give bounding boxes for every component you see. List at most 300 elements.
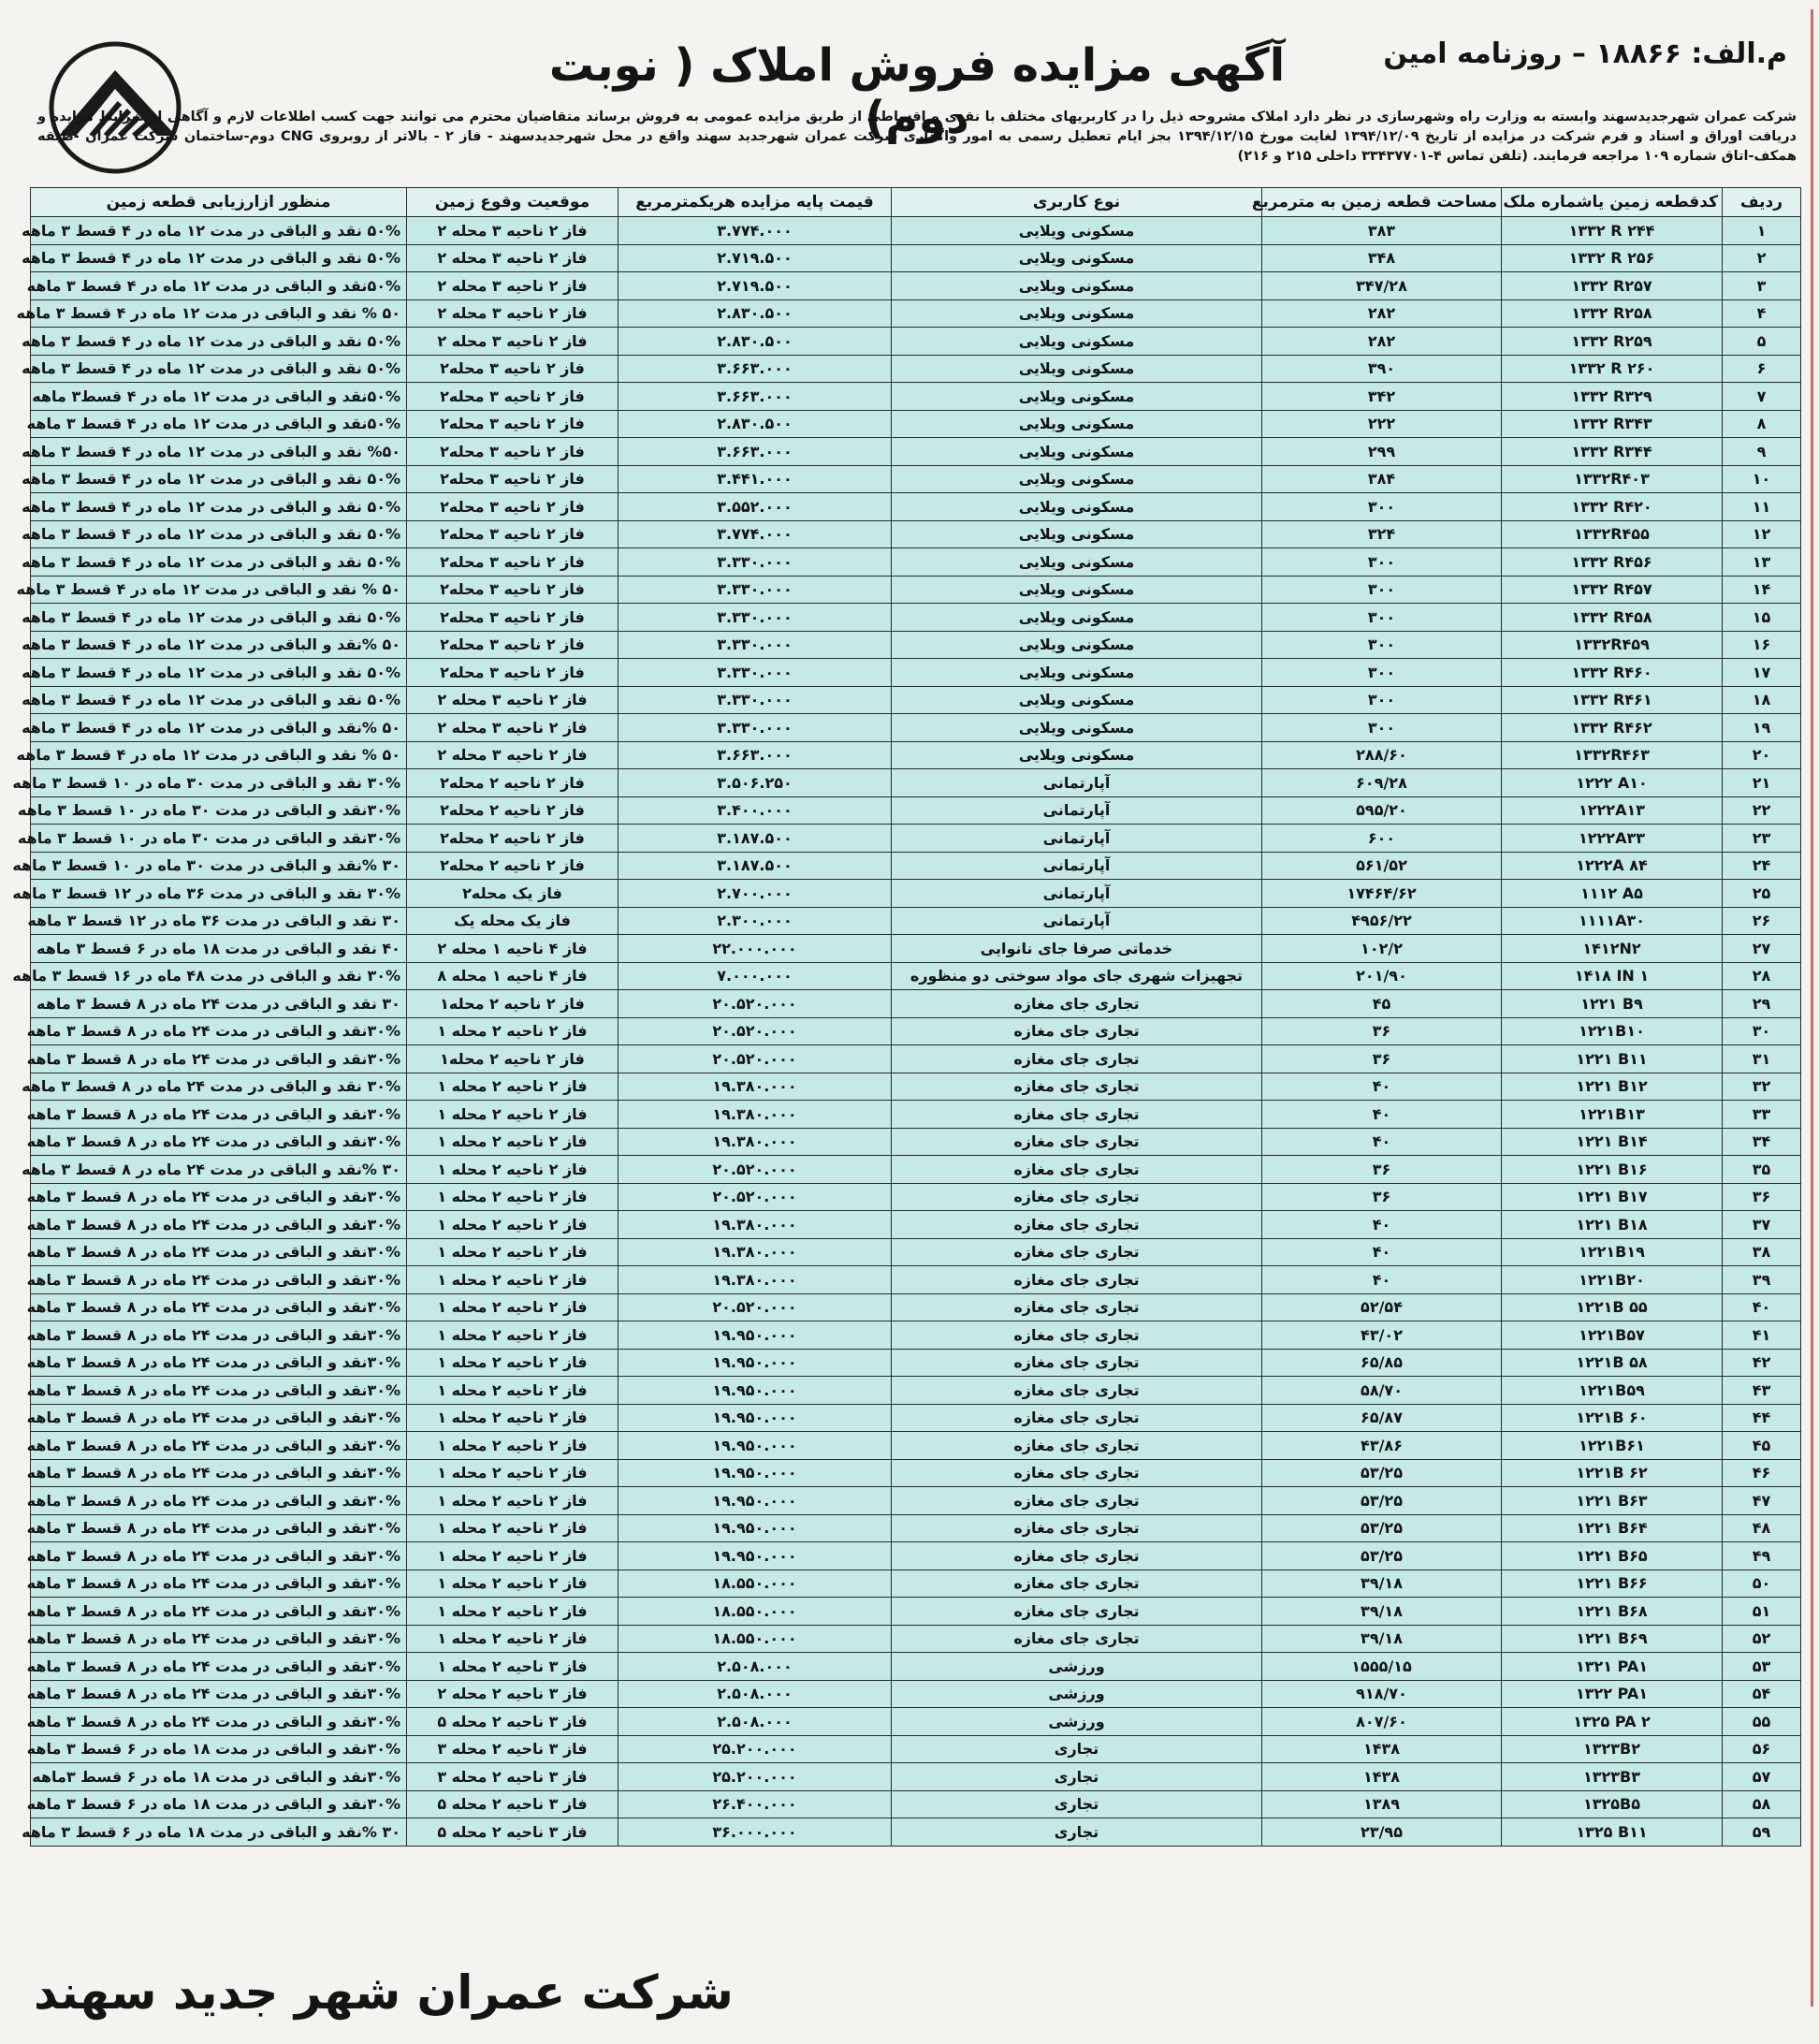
cell-terms: ۳۰%نقد و الباقی در مدت ۳۰ ماه در ۱۰ قسط ۳ ماهه [31,825,407,853]
cell-terms: ۳۰%نقد و الباقی در مدت ۲۴ ماه در ۸ قسط ۳ ماهه [31,1017,407,1045]
cell-price: ۲۵.۲۰۰.۰۰۰ [618,1763,892,1791]
cell-code: ۱۳۳۲ R۲۵۷ [1502,272,1723,300]
table-row [31,272,1801,300]
cell-use: تجاری جای مغازه [892,1045,1262,1073]
cell-location: فاز ۲ ناحیه ۲ محله۱ [407,990,618,1018]
table-row [31,1073,1801,1101]
cell-use: مسکونی ویلایی [892,493,1262,521]
cell-row-number: ۶ [1723,355,1801,383]
cell-row-number: ۱۲ [1723,520,1801,548]
cell-use: مسکونی ویلایی [892,438,1262,466]
cell-location: فاز ۲ ناحیه ۲ محله ۱ [407,1293,618,1321]
cell-price: ۳.۷۷۴.۰۰۰ [618,217,892,245]
cell-row-number: ۲۰ [1723,741,1801,769]
cell-code: ۱۳۳۲ R ۲۴۴ [1502,217,1723,245]
cell-code: ۱۲۲۱ B۱۶ [1502,1156,1723,1184]
cell-use: مسکونی ویلایی [892,714,1262,742]
cell-use: مسکونی ویلایی [892,383,1262,411]
cell-code: ۱۳۲۳B۲ [1502,1735,1723,1763]
table-row [31,1432,1801,1460]
cell-location: فاز ۲ ناحیه ۲ محله ۱ [407,1211,618,1239]
cell-code: ۱۲۲۱ B۶۶ [1502,1570,1723,1598]
cell-terms: ۳۰% نقد و الباقی در مدت ۴۸ ماه در ۱۶ قسط ۳ ماهه [31,962,407,990]
cell-use: مسکونی ویلایی [892,604,1262,632]
table-row [31,1818,1801,1847]
cell-area: ۳۴۸ [1262,244,1502,272]
cell-terms: ۳۰%نقد و الباقی در مدت ۲۴ ماه در ۸ قسط ۳ ماهه [31,1211,407,1239]
cell-use: تجاری جای مغازه [892,1156,1262,1184]
cell-price: ۱۹.۹۵۰.۰۰۰ [618,1321,892,1350]
cell-row-number: ۳۵ [1723,1156,1801,1184]
cell-terms: %۵۰ نقد و الباقی در مدت ۱۲ ماه در ۴ قسط ۳ ماهه [31,438,407,466]
cell-area: ۴۰ [1262,1238,1502,1266]
cell-code: ۱۳۳۲ R۴۵۶ [1502,548,1723,577]
table-row [31,548,1801,577]
cell-row-number: ۲۹ [1723,990,1801,1018]
cell-code: ۱۲۲۱ B۱۱ [1502,1045,1723,1073]
cell-location: فاز ۲ ناحیه ۲ محله ۱ [407,1128,618,1156]
cell-code: ۱۲۲۱B۵۷ [1502,1321,1723,1350]
cell-area: ۲۸۲ [1262,299,1502,328]
cell-code: ۱۳۳۲R۴۵۵ [1502,520,1723,548]
cell-terms: ۳۰%نقد و الباقی در مدت ۲۴ ماه در ۸ قسط ۳ ماهه [31,1680,407,1708]
cell-price: ۳.۳۳۰.۰۰۰ [618,576,892,604]
cell-use: تجهیزات شهری جای مواد سوختی دو منظوره [892,962,1262,990]
cell-row-number: ۱۸ [1723,686,1801,714]
cell-area: ۴۳/۰۲ [1262,1321,1502,1350]
cell-location: فاز ۲ ناحیه ۲ محله۲ [407,796,618,825]
cell-terms: ۵۰ % نقد و الباقی در مدت ۱۲ ماه در ۴ قسط ۳ ماهه [31,741,407,769]
cell-code: ۱۳۲۵B۵ [1502,1790,1723,1818]
cell-location: فاز ۲ ناحیه ۲ محله ۱ [407,1321,618,1350]
cell-terms: ۳۰%نقد و الباقی در مدت ۳۰ ماه در ۱۰ قسط ۳ ماهه [31,796,407,825]
cell-row-number: ۳۹ [1723,1266,1801,1294]
table-row [31,880,1801,908]
cell-use: تجاری جای مغازه [892,1128,1262,1156]
cell-area: ۳۶ [1262,1183,1502,1211]
table-row [31,1266,1801,1294]
cell-use: تجاری جای مغازه [892,1514,1262,1542]
cell-location: فاز ۳ ناحیه ۲ محله ۵ [407,1790,618,1818]
cell-price: ۳.۳۳۰.۰۰۰ [618,631,892,659]
cell-use: تجاری جای مغازه [892,1542,1262,1570]
cell-code: ۱۳۳۲ R۳۴۳ [1502,410,1723,438]
cell-terms: ۳۰ نقد و الباقی در مدت ۲۴ ماه در ۸ قسط ۳ ماهه [31,990,407,1018]
cell-row-number: ۴۵ [1723,1432,1801,1460]
cell-location: فاز ۲ ناحیه ۳ محله۲ [407,355,618,383]
cell-code: ۱۲۲۱ B۱۴ [1502,1128,1723,1156]
cell-price: ۱۸.۵۵۰.۰۰۰ [618,1598,892,1626]
table-row [31,1625,1801,1653]
cell-area: ۲۹۹ [1262,438,1502,466]
cell-area: ۲۸۲ [1262,328,1502,356]
cell-use: تجاری [892,1735,1262,1763]
cell-price: ۱۹.۹۵۰.۰۰۰ [618,1432,892,1460]
header-row-number: ردیف [1723,188,1801,217]
table-row [31,244,1801,272]
cell-location: فاز ۲ ناحیه ۲ محله ۱ [407,1017,618,1045]
cell-area: ۹۱۸/۷۰ [1262,1680,1502,1708]
cell-terms: ۵۰%نقد و الباقی در مدت ۱۲ ماه در ۴ قسط ۳ ماهه [31,272,407,300]
cell-code: ۱۳۳۲ R۴۵۸ [1502,604,1723,632]
cell-row-number: ۵۱ [1723,1598,1801,1626]
cell-terms: ۵۰% نقد و الباقی در مدت ۱۲ ماه در ۴ قسط ۳ ماهه [31,244,407,272]
cell-terms: ۵۰ %نقد و الباقی در مدت ۱۲ ماه در ۴ قسط ۳ ماهه [31,631,407,659]
cell-row-number: ۲۴ [1723,852,1801,880]
cell-terms: ۵۰% نقد و الباقی در مدت ۱۲ ماه در ۴ قسط ۳ ماهه [31,493,407,521]
cell-location: فاز ۲ ناحیه ۲ محله ۱ [407,1404,618,1432]
table-row [31,410,1801,438]
cell-row-number: ۸ [1723,410,1801,438]
cell-terms: ۳۰%نقد و الباقی در مدت ۲۴ ماه در ۸ قسط ۳ ماهه [31,1238,407,1266]
cell-area: ۳۸۴ [1262,465,1502,493]
cell-code: ۱۱۱۲ A۵ [1502,880,1723,908]
cell-row-number: ۵۳ [1723,1653,1801,1681]
cell-use: آپارتمانی [892,880,1262,908]
table-row [31,1045,1801,1073]
company-signature: شرکت عمران شهر جدید سهند [34,1965,734,2020]
cell-code: ۱۳۳۲ R۲۵۸ [1502,299,1723,328]
table-row [31,438,1801,466]
cell-terms: ۳۰%نقد و الباقی در مدت ۲۴ ماه در ۸ قسط ۳ ماهه [31,1459,407,1487]
table-row [31,825,1801,853]
table-row [31,741,1801,769]
cell-location: فاز ۳ ناحیه ۲ محله ۱ [407,1653,618,1681]
cell-location: فاز ۲ ناحیه ۲ محله ۱ [407,1542,618,1570]
cell-location: فاز ۲ ناحیه ۳ محله۲ [407,493,618,521]
cell-use: مسکونی ویلایی [892,328,1262,356]
cell-use: تجاری جای مغازه [892,1238,1262,1266]
cell-location: فاز ۲ ناحیه ۳ محله ۲ [407,714,618,742]
cell-row-number: ۲۶ [1723,907,1801,935]
cell-row-number: ۵۷ [1723,1763,1801,1791]
cell-price: ۲۰.۵۲۰.۰۰۰ [618,1017,892,1045]
cell-row-number: ۲۳ [1723,825,1801,853]
cell-use: تجاری جای مغازه [892,1183,1262,1211]
cell-price: ۱۹.۳۸۰.۰۰۰ [618,1211,892,1239]
cell-location: فاز ۳ ناحیه ۲ محله ۳ [407,1763,618,1791]
cell-location: فاز ۲ ناحیه ۲ محله ۱ [407,1377,618,1405]
cell-area: ۳۲۴ [1262,520,1502,548]
cell-row-number: ۱۰ [1723,465,1801,493]
cell-location: فاز ۲ ناحیه ۲ محله ۱ [407,1349,618,1377]
cell-use: مسکونی ویلایی [892,548,1262,577]
cell-terms: ۵۰ % نقد و الباقی در مدت ۱۲ ماه در ۴ قسط ۳ ماهه [31,299,407,328]
cell-price: ۱۹.۹۵۰.۰۰۰ [618,1349,892,1377]
table-row [31,659,1801,687]
cell-row-number: ۲ [1723,244,1801,272]
cell-area: ۵۳/۲۵ [1262,1514,1502,1542]
table-row [31,1017,1801,1045]
cell-area: ۳۰۰ [1262,493,1502,521]
table-row [31,299,1801,328]
cell-use: آپارتمانی [892,825,1262,853]
cell-code: ۱۲۲۱ B۱۷ [1502,1183,1723,1211]
cell-area: ۳۰۰ [1262,548,1502,577]
cell-price: ۲.۷۱۹.۵۰۰ [618,244,892,272]
cell-row-number: ۵۸ [1723,1790,1801,1818]
cell-terms: ۳۰%نقد و الباقی در مدت ۲۴ ماه در ۸ قسط ۳ ماهه [31,1377,407,1405]
cell-code: ۱۳۳۲ R۳۲۹ [1502,383,1723,411]
cell-code: ۱۲۲۱B۵۹ [1502,1377,1723,1405]
cell-location: فاز ۲ ناحیه ۳ محله ۲ [407,299,618,328]
cell-price: ۲.۳۰۰.۰۰۰ [618,907,892,935]
cell-code: ۱۳۲۵ PA ۲ [1502,1708,1723,1736]
cell-price: ۲.۸۳۰.۵۰۰ [618,410,892,438]
cell-area: ۴۰ [1262,1073,1502,1101]
cell-row-number: ۳۷ [1723,1211,1801,1239]
cell-terms: ۳۰% نقد و الباقی در مدت ۳۶ ماه در ۱۲ قسط ۳ ماهه [31,880,407,908]
cell-code: ۱۳۳۲R۴۶۳ [1502,741,1723,769]
cell-terms: ۵۰% نقد و الباقی در مدت ۱۲ ماه در ۴ قسط ۳ ماهه [31,659,407,687]
header-price: قیمت پایه مزایده هریکمترمربع [618,188,892,217]
cell-area: ۸۰۷/۶۰ [1262,1708,1502,1736]
cell-row-number: ۱۳ [1723,548,1801,577]
cell-terms: ۳۰%نقد و الباقی در مدت ۲۴ ماه در ۸ قسط ۳ ماهه [31,1404,407,1432]
cell-terms: ۳۰ نقد و الباقی در مدت ۳۶ ماه در ۱۲ قسط ۳ ماهه [31,907,407,935]
properties-table [12,187,1801,1847]
cell-use: آپارتمانی [892,769,1262,797]
cell-area: ۲۰۱/۹۰ [1262,962,1502,990]
cell-terms: ۳۰%نقد و الباقی در مدت ۲۴ ماه در ۸ قسط ۳ ماهه [31,1349,407,1377]
cell-row-number: ۴۱ [1723,1321,1801,1350]
cell-price: ۳.۷۷۴.۰۰۰ [618,520,892,548]
cell-location: فاز ۲ ناحیه ۲ محله ۱ [407,1625,618,1653]
cell-price: ۱۹.۳۸۰.۰۰۰ [618,1238,892,1266]
cell-use: مسکونی ویلایی [892,741,1262,769]
cell-use: تجاری [892,1790,1262,1818]
cell-use: مسکونی ویلایی [892,465,1262,493]
cell-location: فاز ۲ ناحیه ۳ محله ۲ [407,741,618,769]
cell-use: مسکونی ویلایی [892,576,1262,604]
cell-area: ۲۸۸/۶۰ [1262,741,1502,769]
table-row [31,1459,1801,1487]
cell-use: تجاری جای مغازه [892,1377,1262,1405]
cell-code: ۱۳۳۲ R ۲۶۰ [1502,355,1723,383]
cell-location: فاز ۳ ناحیه ۲ محله ۲ [407,1680,618,1708]
cell-row-number: ۴۰ [1723,1293,1801,1321]
cell-area: ۳۴۷/۲۸ [1262,272,1502,300]
cell-area: ۵۲/۵۴ [1262,1293,1502,1321]
cell-code: ۱۲۲۱ B۶۵ [1502,1542,1723,1570]
cell-code: ۱۲۲۲A۳۳ [1502,825,1723,853]
cell-price: ۱۸.۵۵۰.۰۰۰ [618,1625,892,1653]
cell-area: ۳۰۰ [1262,604,1502,632]
cell-location: فاز ۲ ناحیه ۳ محله۲ [407,659,618,687]
cell-row-number: ۴۳ [1723,1377,1801,1405]
cell-row-number: ۱۷ [1723,659,1801,687]
table-row [31,1790,1801,1818]
cell-terms: ۴۰ نقد و الباقی در مدت ۱۸ ماه در ۶ قسط ۳ ماهه [31,935,407,963]
table-row [31,1349,1801,1377]
table-row [31,1156,1801,1184]
cell-price: ۳.۴۴۱.۰۰۰ [618,465,892,493]
cell-terms: ۳۰ %نقد و الباقی در مدت ۱۸ ماه در ۶ قسط ۳ ماهه [31,1818,407,1847]
cell-use: ورزشی [892,1708,1262,1736]
table-row [31,493,1801,521]
cell-price: ۱۹.۳۸۰.۰۰۰ [618,1073,892,1101]
cell-use: تجاری [892,1818,1262,1847]
table-row [31,1653,1801,1681]
cell-row-number: ۳۰ [1723,1017,1801,1045]
table-row [31,576,1801,604]
cell-use: ورزشی [892,1653,1262,1681]
cell-price: ۱۹.۹۵۰.۰۰۰ [618,1487,892,1515]
cell-price: ۳.۳۳۰.۰۰۰ [618,548,892,577]
cell-location: فاز ۲ ناحیه ۳ محله۲ [407,520,618,548]
cell-terms: ۵۰% نقد و الباقی در مدت ۱۲ ماه در ۴ قسط ۳ ماهه [31,604,407,632]
table-row [31,1542,1801,1570]
header-code: کدقطعه زمین یاشماره ملک [1502,188,1723,217]
cell-price: ۲.۸۳۰.۵۰۰ [618,299,892,328]
cell-code: ۱۲۲۲A۱۳ [1502,796,1723,825]
cell-location: فاز ۲ ناحیه ۳ محله ۲ [407,272,618,300]
cell-row-number: ۴۷ [1723,1487,1801,1515]
cell-price: ۱۸.۵۵۰.۰۰۰ [618,1570,892,1598]
cell-area: ۴۰ [1262,1266,1502,1294]
cell-area: ۳۶ [1262,1156,1502,1184]
table-row [31,328,1801,356]
table-row [31,1211,1801,1239]
cell-use: تجاری جای مغازه [892,1570,1262,1598]
cell-location: فاز ۲ ناحیه ۳ محله۲ [407,438,618,466]
cell-location: فاز ۳ ناحیه ۲ محله ۵ [407,1708,618,1736]
cell-area: ۳۹/۱۸ [1262,1598,1502,1626]
cell-area: ۴۳/۸۶ [1262,1432,1502,1460]
cell-row-number: ۱۱ [1723,493,1801,521]
table-row [31,1514,1801,1542]
cell-code: ۱۴۱۸ IN ۱ [1502,962,1723,990]
cell-code: ۱۳۳۲ R۴۶۲ [1502,714,1723,742]
cell-terms: ۵۰% نقد و الباقی در مدت ۱۲ ماه در ۴ قسط ۳ ماهه [31,465,407,493]
cell-use: آپارتمانی [892,796,1262,825]
cell-area: ۱۵۵۵/۱۵ [1262,1653,1502,1681]
cell-area: ۳۰۰ [1262,576,1502,604]
cell-location: فاز ۲ ناحیه ۳ محله۲ [407,410,618,438]
cell-row-number: ۱ [1723,217,1801,245]
cell-code: ۱۲۲۱ B۹ [1502,990,1723,1018]
cell-price: ۳.۶۶۳.۰۰۰ [618,383,892,411]
cell-use: مسکونی ویلایی [892,631,1262,659]
cell-location: فاز ۲ ناحیه ۲ محله ۱ [407,1073,618,1101]
cell-terms: ۳۰% نقد و الباقی در مدت ۳۰ ماه در ۱۰ قسط ۳ ماهه [31,769,407,797]
cell-use: آپارتمانی [892,852,1262,880]
cell-terms: ۳۰%نقد و الباقی در مدت ۱۸ ماه در ۶ قسط ۳ماهه [31,1763,407,1791]
cell-row-number: ۴۴ [1723,1404,1801,1432]
header-location: موقعیت وقوع زمین [407,188,618,217]
cell-area: ۱۳۸۹ [1262,1790,1502,1818]
cell-use: مسکونی ویلایی [892,686,1262,714]
table-row [31,962,1801,990]
cell-code: ۱۲۲۱ B۶۸ [1502,1598,1723,1626]
cell-code: ۱۲۲۱ B۶۳ [1502,1487,1723,1515]
cell-area: ۱۷۴۶۴/۶۲ [1262,880,1502,908]
table-row [31,935,1801,963]
cell-price: ۳.۴۰۰.۰۰۰ [618,796,892,825]
cell-row-number: ۱۶ [1723,631,1801,659]
cell-location: فاز ۲ ناحیه ۳ محله ۲ [407,328,618,356]
cell-location: فاز ۲ ناحیه ۳ محله ۲ [407,244,618,272]
cell-price: ۱۹.۹۵۰.۰۰۰ [618,1377,892,1405]
cell-code: ۱۳۳۲ R۴۵۷ [1502,576,1723,604]
cell-terms: ۳۰%نقد و الباقی در مدت ۲۴ ماه در ۸ قسط ۳ ماهه [31,1293,407,1321]
cell-terms: ۳۰%نقد و الباقی در مدت ۲۴ ماه در ۸ قسط ۳ ماهه [31,1625,407,1653]
cell-row-number: ۴ [1723,299,1801,328]
cell-code: ۱۲۲۱B ۶۰ [1502,1404,1723,1432]
cell-price: ۱۹.۳۸۰.۰۰۰ [618,1101,892,1129]
cell-row-number: ۴۶ [1723,1459,1801,1487]
table-body [12,217,1801,1847]
cell-price: ۲.۷۰۰.۰۰۰ [618,880,892,908]
cell-code: ۱۳۲۱ PA۱ [1502,1653,1723,1681]
cell-terms: ۳۰%نقد و الباقی در مدت ۲۴ ماه در ۸ قسط ۳ ماهه [31,1432,407,1460]
table-row [31,1101,1801,1129]
cell-price: ۲.۸۳۰.۵۰۰ [618,328,892,356]
cell-location: فاز ۲ ناحیه ۳ محله۲ [407,576,618,604]
cell-terms: ۵۰% نقد و الباقی در مدت ۱۲ ماه در ۴ قسط ۳ ماهه [31,520,407,548]
table-row [31,796,1801,825]
cell-area: ۳۰۰ [1262,659,1502,687]
cell-price: ۳۶.۰۰۰.۰۰۰ [618,1818,892,1847]
cell-code: ۱۲۲۱B ۵۸ [1502,1349,1723,1377]
table-row [31,686,1801,714]
cell-code: ۱۳۳۲ R ۲۵۶ [1502,244,1723,272]
cell-area: ۴۹۵۶/۲۲ [1262,907,1502,935]
cell-terms: ۳۰%نقد و الباقی در مدت ۲۴ ماه در ۸ قسط ۳ ماهه [31,1101,407,1129]
cell-price: ۲۵.۲۰۰.۰۰۰ [618,1735,892,1763]
cell-area: ۱۴۳۸ [1262,1735,1502,1763]
cell-price: ۱۹.۹۵۰.۰۰۰ [618,1514,892,1542]
cell-use: خدماتی صرفا جای نانوایی [892,935,1262,963]
cell-use: تجاری جای مغازه [892,1211,1262,1239]
cell-price: ۱۹.۹۵۰.۰۰۰ [618,1542,892,1570]
cell-price: ۲.۵۰۸.۰۰۰ [618,1653,892,1681]
cell-location: فاز ۲ ناحیه ۲ محله ۱ [407,1183,618,1211]
cell-location: فاز ۲ ناحیه ۲ محله۲ [407,825,618,853]
cell-code: ۱۳۳۲ R۳۴۴ [1502,438,1723,466]
cell-location: فاز ۲ ناحیه ۲ محله ۱ [407,1459,618,1487]
cell-code: ۱۲۲۱B ۶۲ [1502,1459,1723,1487]
cell-code: ۱۳۳۲ R۲۵۹ [1502,328,1723,356]
cell-row-number: ۵۲ [1723,1625,1801,1653]
cell-location: فاز ۲ ناحیه ۲ محله ۱ [407,1101,618,1129]
cell-use: مسکونی ویلایی [892,659,1262,687]
cell-code: ۱۲۲۱B ۵۵ [1502,1293,1723,1321]
cell-terms: ۳۰% نقد و الباقی در مدت ۲۴ ماه در ۸ قسط ۳ ماهه [31,1073,407,1101]
cell-area: ۵۹۵/۲۰ [1262,796,1502,825]
cell-use: تجاری جای مغازه [892,1266,1262,1294]
cell-terms: ۳۰%نقد و الباقی در مدت ۲۴ ماه در ۸ قسط ۳ ماهه [31,1542,407,1570]
table-row [31,1598,1801,1626]
cell-use: مسکونی ویلایی [892,355,1262,383]
cell-use: تجاری جای مغازه [892,1017,1262,1045]
cell-code: ۱۲۲۱B۲۰ [1502,1266,1723,1294]
cell-price: ۲۲.۰۰۰.۰۰۰ [618,935,892,963]
cell-row-number: ۵۴ [1723,1680,1801,1708]
cell-use: مسکونی ویلایی [892,410,1262,438]
cell-location: فاز ۲ ناحیه ۲ محله ۱ [407,1570,618,1598]
cell-row-number: ۳۲ [1723,1073,1801,1101]
cell-use: تجاری جای مغازه [892,1432,1262,1460]
cell-location: فاز ۳ ناحیه ۲ محله ۳ [407,1735,618,1763]
cell-price: ۳.۶۶۳.۰۰۰ [618,741,892,769]
cell-code: ۱۴۱۲N۲ [1502,935,1723,963]
cell-use: مسکونی ویلایی [892,217,1262,245]
table-row [31,217,1801,245]
cell-location: فاز ۲ ناحیه ۲ محله۲ [407,769,618,797]
cell-area: ۶۵/۸۵ [1262,1349,1502,1377]
cell-code: ۱۲۲۱ B۶۴ [1502,1514,1723,1542]
